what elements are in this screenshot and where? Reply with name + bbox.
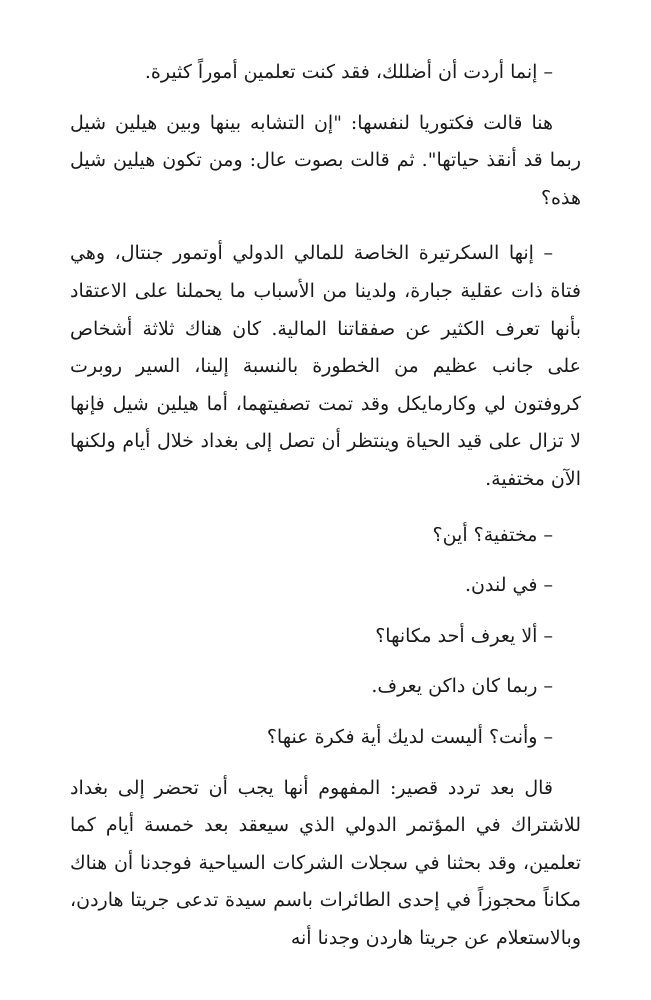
dialogue-line: – ربما كان داكن يعرف. [371,675,553,698]
dialogue-line: – إنما أردت أن أضللك، فقد كنت تعلمين أموراً كثيرة. [144,61,553,83]
paragraph: قال بعد تردد قصير: المفهوم أنها يجب أن تحضر إلى بغداد للاشتراك في المؤتمر الدولي الذي سيعقد بعد خمسة أيام كما تعلمين، وقد بحثنا في سجلات الشركات السياحية فوجدنا أن هناك مكاناً محجوزاً في إحدى الطائرات باسم سيدة تدعى جريتا هاردن، وبالاستعلام عن جريتا هاردن وجدنا أنه [70,776,581,949]
paragraph: – إنها السكرتيرة الخاصة للمالي الدولي أوتمور جنتال، وهي فتاة ذات عقلية جبارة، ولدينا من الأسباب ما يحملنا على الاعتقاد بأنها تعرف الكثير عن صفقاتنا المالية. كان هناك ثلاثة أشخاص على جانب عظيم من الخطورة بالنسبة إلينا، السير روبرت كروفتون لي وكارمايكل وقد تمت تصفيتهما، أما هيلين شيل فإنها لا تزال على قيد الحياة وينتظر أن تصل إلى بغداد خلال أيام ولكنها الآن مختفية. [70,242,581,490]
paragraph: هنا قالت فكتوريا لنفسها: "إن التشابه بينها وبين هيلين شيل ربما قد أنقذ حياتها". ثم قالت بصوت عال: ومن تكون هيلين شيل هذه؟ [70,111,581,209]
dialogue-line: – ألا يعرف أحد مكانها؟ [375,624,553,647]
dialogue-line: – مختفية؟ أين؟ [432,523,553,546]
dialogue-line: – في لندن. [465,574,553,597]
dialogue-line: – وأنت؟ أليست لديك أية فكرة عنها؟ [266,725,553,748]
